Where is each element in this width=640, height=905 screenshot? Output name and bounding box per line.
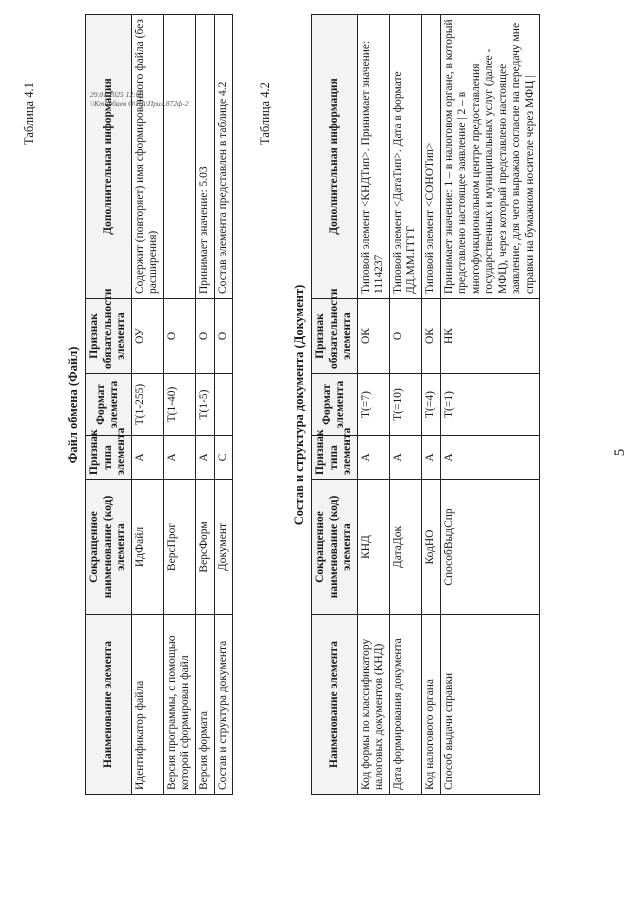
table-cell: А (163, 436, 195, 480)
table1-caption: Таблица 4.1 (22, 82, 36, 145)
table-row (389, 15, 421, 795)
table-cell: ОК (421, 299, 440, 374)
column-header: Дополнительная информация (312, 15, 358, 299)
table-cell: Типовой элемент <ДатаТип>. Дата в формате ДД.ММ.ГГГГ (389, 15, 421, 299)
table-cell: Т(=10) (389, 374, 421, 436)
table1-title: Файл обмена (Файл) (66, 346, 80, 464)
table-cell: Т(1-255) (131, 374, 163, 436)
table-cell: Т(=1) (440, 374, 540, 436)
column-header: Признак типа элемента (312, 436, 358, 480)
column-header: Наименование элемента (86, 615, 132, 795)
table-cell: О (389, 299, 421, 374)
table-cell: КНД (357, 480, 389, 615)
footer-date: 29.01.2025 12:08 (90, 90, 144, 99)
column-header: Сокращенное наименование (код) элемента (86, 480, 132, 615)
column-header: Дополнительная информация (86, 15, 132, 299)
column-header: Сокращенное наименование (код) элемента (312, 480, 358, 615)
column-header: Формат элемента (86, 374, 132, 436)
table-cell: А (131, 436, 163, 480)
table-cell: А (440, 436, 540, 480)
table-cell: СпособВыдСпр (440, 480, 540, 615)
column-header: Признак обязательности элемента (86, 299, 132, 374)
table-cell: Т(1-5) (195, 374, 214, 436)
table-cell: Принимает значение: 5.03 (195, 15, 214, 299)
table-cell: НК (440, 299, 540, 374)
column-header: Признак типа элемента (86, 436, 132, 480)
table-cell: Т(=4) (421, 374, 440, 436)
table-cell: ОУ (131, 299, 163, 374)
table-document (311, 14, 540, 795)
table-cell (163, 15, 195, 299)
table-cell: Т(=7) (357, 374, 389, 436)
table-cell: Состав и структура документа (214, 615, 233, 795)
table-cell: Содержит (повторяет) имя сформированного файла (без расширения) (131, 15, 163, 299)
table-file (85, 14, 233, 795)
footer-stamp (90, 90, 189, 108)
table-cell: Типовой элемент <СОНОТип> (421, 15, 440, 299)
table-cell (214, 374, 233, 436)
column-header: Наименование элемента (312, 615, 358, 795)
table-cell: О (214, 299, 233, 374)
table-row (195, 15, 214, 795)
table-cell: ИдФайл (131, 480, 163, 615)
column-header: Формат элемента (312, 374, 358, 436)
table-row (421, 15, 440, 795)
table-cell: О (163, 299, 195, 374)
table-cell: Способ выдачи справки (440, 615, 540, 795)
table-row (214, 15, 233, 795)
table-cell: Т(1-40) (163, 374, 195, 436)
table-cell: Версия формата (195, 615, 214, 795)
table-cell: Принимает значение: 1 – в налоговом органе, в который представлено настоящее заявление | 2 – в многофункциональном центре предоставления государственных и муниципальных услуг (далее - МФЦ), через который представлено настоящее заявление, для чего выражаю согласие на передачу мне справки на бумажном носителе через МФЦ | (440, 15, 540, 299)
table-cell: А (421, 436, 440, 480)
table-row (163, 15, 195, 795)
table-cell: КодНО (421, 480, 440, 615)
table-row (440, 15, 540, 795)
table-cell: А (195, 436, 214, 480)
table-row (357, 15, 389, 795)
table-cell: ВерсФорм (195, 480, 214, 615)
table-cell: ВерсПрог (163, 480, 195, 615)
table-cell: С (214, 436, 233, 480)
table2-caption: Таблица 4.2 (258, 82, 272, 145)
table-cell: О (195, 299, 214, 374)
table-cell: Типовой элемент <КНДТип>. Принимает значение: 1114237 (357, 15, 389, 299)
table2-title: Состав и структура документа (Документ) (292, 284, 306, 526)
column-header: Признак обязательности элемента (312, 299, 358, 374)
page-number: 5 (612, 448, 628, 457)
table-cell: ДатаДок (389, 480, 421, 615)
table-header-row (86, 15, 132, 795)
table-cell: Код формы по классификатору налоговых документов (КНД) (357, 615, 389, 795)
table-cell: Документ (214, 480, 233, 615)
table-cell: А (357, 436, 389, 480)
table-cell: Код налогового органа (421, 615, 440, 795)
table-cell: Идентификатор файла (131, 615, 163, 795)
table-cell: Версия программы, с помощью которой сформирован файл (163, 615, 195, 795)
table-cell: ОК (357, 299, 389, 374)
footer-path: \\Ктарбаев О\ПА\Прил.872ф-2 (90, 99, 189, 108)
table-cell: Дата формирования документа (389, 615, 421, 795)
table-cell: Состав элемента представлен в таблице 4.2 (214, 15, 233, 299)
table-row (131, 15, 163, 795)
table-cell: А (389, 436, 421, 480)
table-header-row (312, 15, 358, 795)
